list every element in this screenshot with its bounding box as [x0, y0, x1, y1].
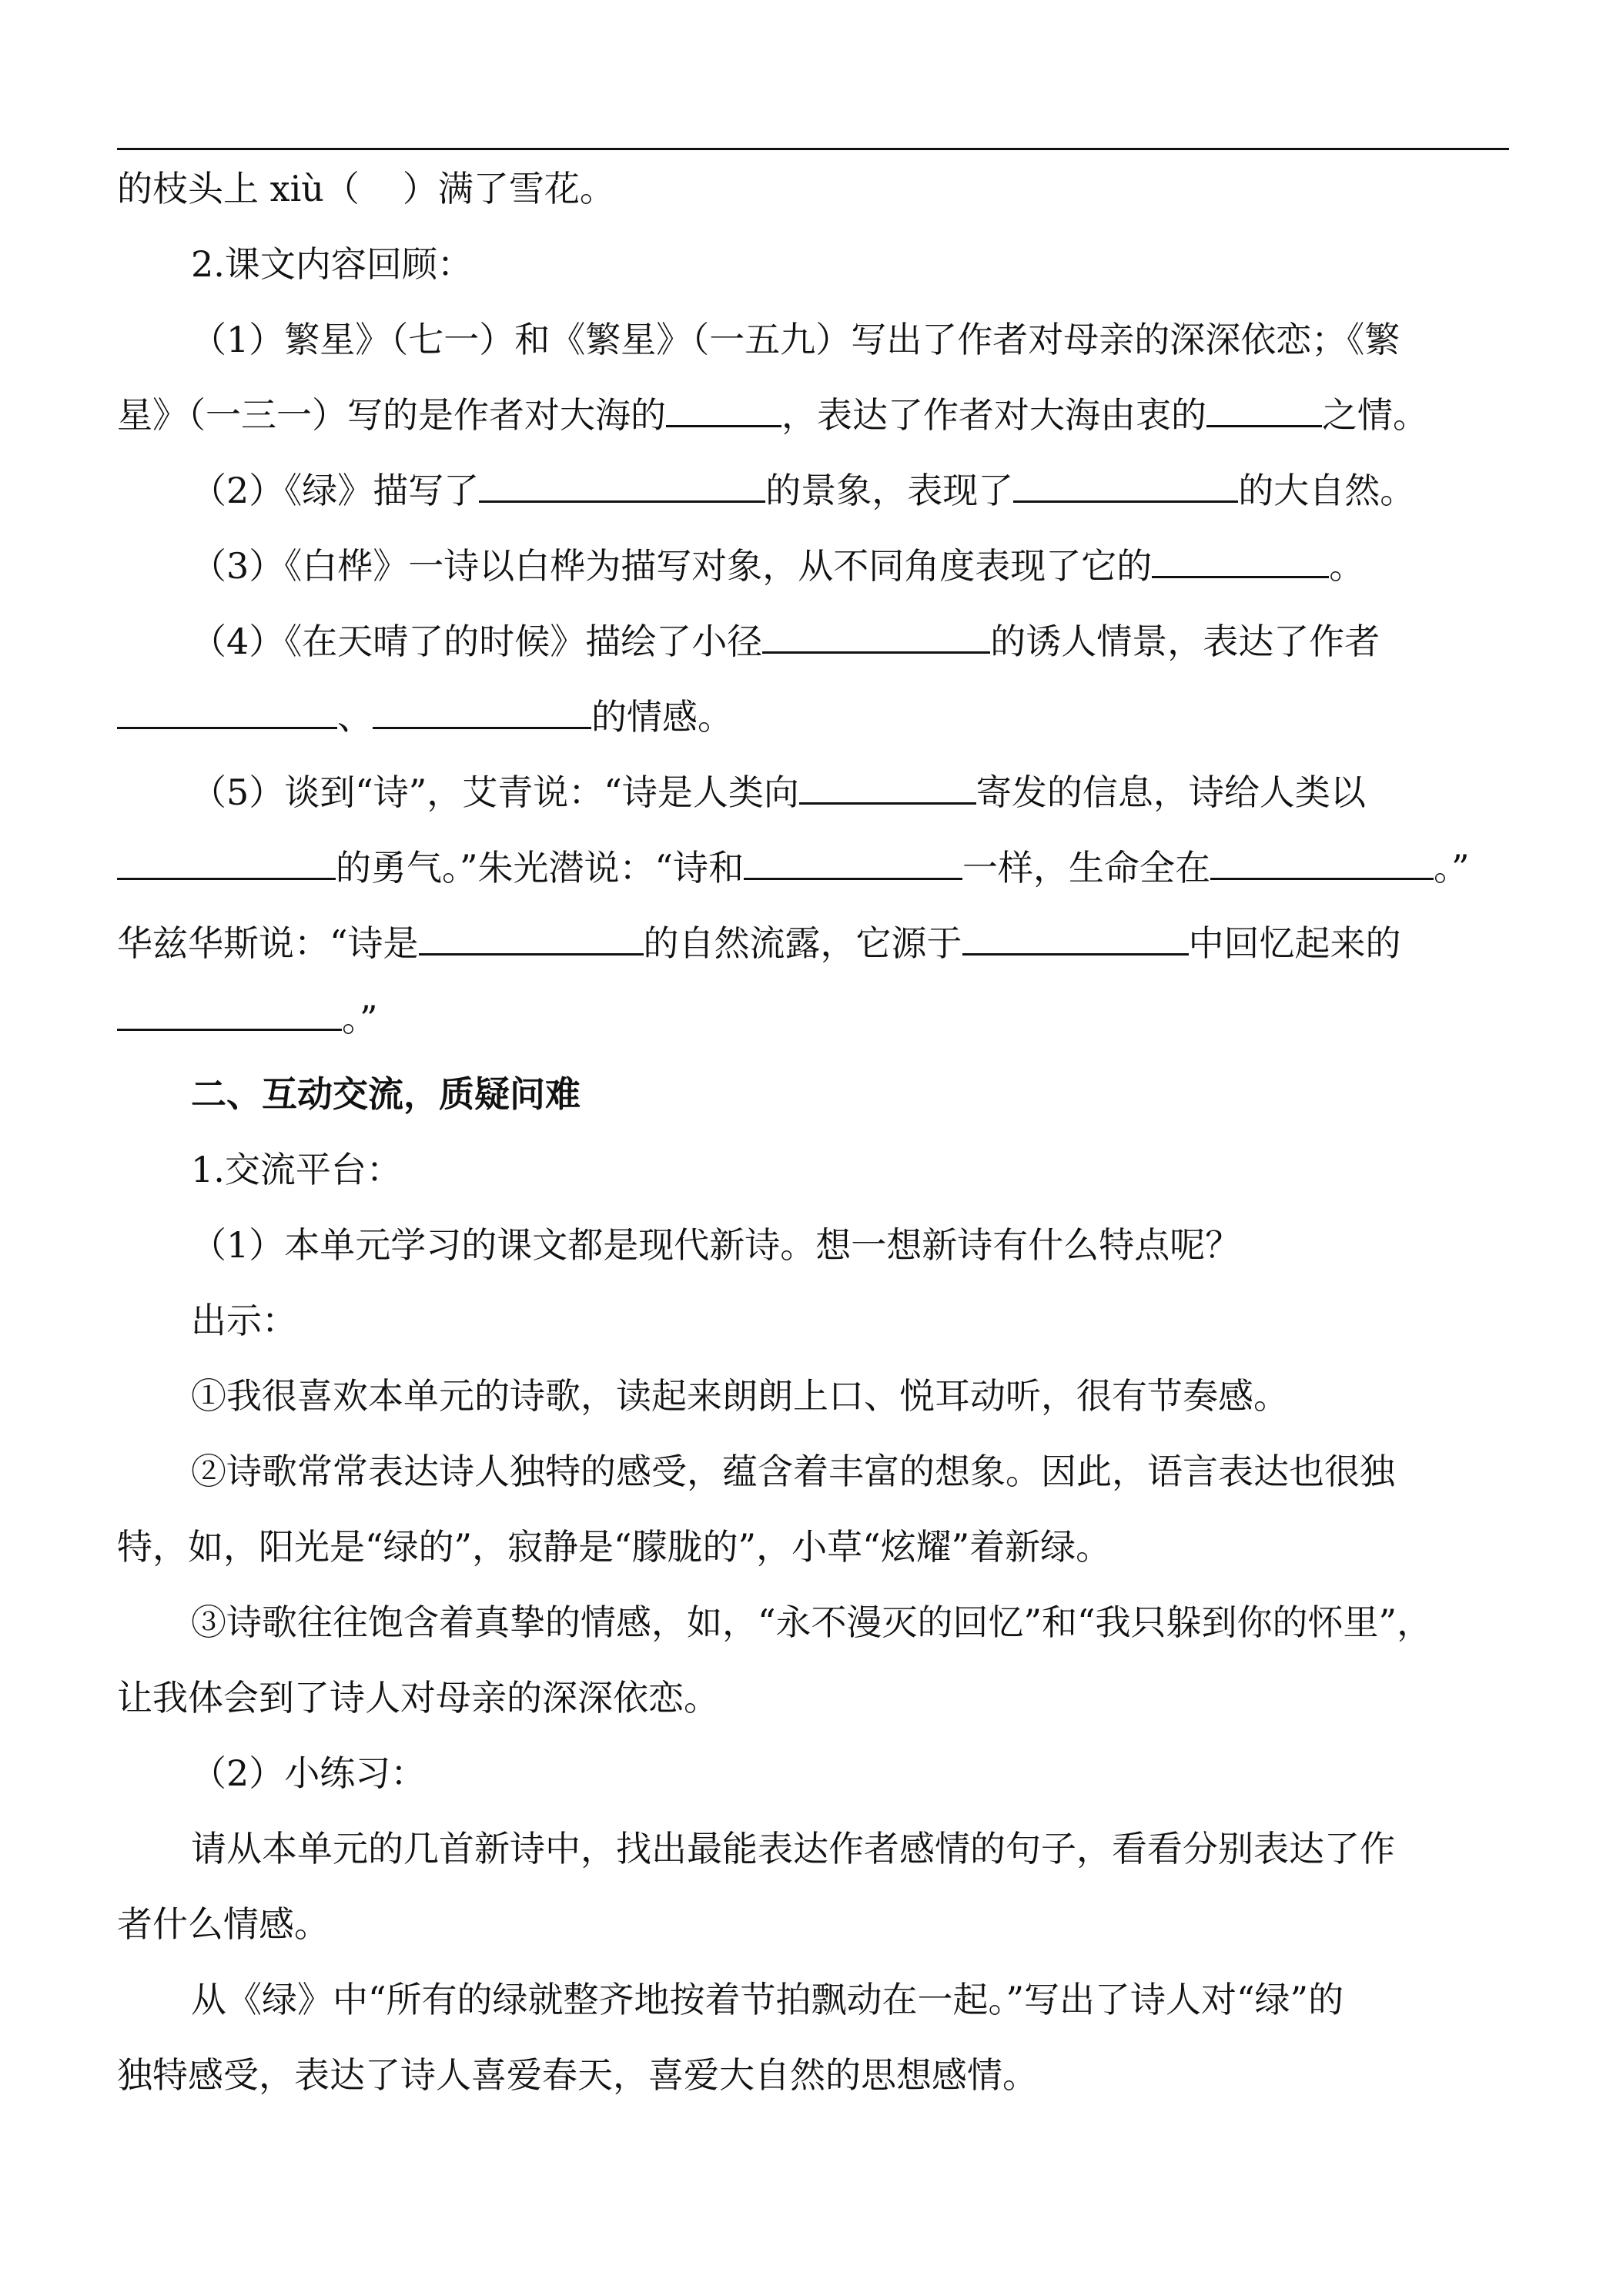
answer-blank[interactable]	[1210, 847, 1434, 880]
text: 出示：	[191, 1300, 297, 1341]
subheading-2	[117, 1735, 1509, 1811]
text: 从《绿》中“所有的绿就整齐地按着节拍飘动在一起。”写出了诗人对“绿”的	[191, 1979, 1344, 2020]
text: 。	[1329, 545, 1365, 587]
answer-blank[interactable]	[117, 847, 336, 880]
answer-blank[interactable]	[744, 847, 962, 880]
text: （2）小练习：	[191, 1752, 427, 1794]
text: 。”	[342, 998, 378, 1039]
answer-blank[interactable]	[962, 922, 1189, 956]
document-body	[117, 151, 1509, 2113]
text: （3）《白桦》一诗以白桦为描写对象，从不同角度表现了它的	[191, 545, 1153, 587]
text: （2）《绿》描写了	[191, 470, 480, 511]
answer-blank[interactable]	[762, 621, 990, 654]
text: 中回忆起来的	[1188, 922, 1401, 964]
text: 的枝头上 xiù（	[117, 168, 360, 209]
answer-blank[interactable]	[666, 394, 781, 427]
text: 者什么情感。	[117, 1903, 330, 1945]
answer-blank[interactable]	[419, 922, 644, 956]
answer-blank[interactable]	[479, 470, 765, 503]
paragraph	[117, 1585, 1509, 1735]
text: 独特感受，表达了诗人喜爱春天，喜爱大自然的思想感情。	[117, 2054, 1038, 2096]
text: 让我体会到了诗人对母亲的深深依恋。	[117, 1677, 719, 1719]
subheading-1	[117, 1132, 1509, 1207]
answer-blank[interactable]	[1152, 545, 1329, 578]
answer-blank[interactable]	[1206, 394, 1322, 427]
text: 二、互动交流，质疑问难	[191, 1073, 581, 1115]
text: （1）繁星》（七一）和《繁星》（一五九）写出了作者对母亲的深深依恋；《繁	[191, 319, 1400, 360]
text: 的情感。	[591, 696, 733, 738]
text: 请从本单元的几首新诗中，找出最能表达作者感情的句子，看看分别表达了作	[191, 1828, 1395, 1869]
text: 寄发的信息，诗给人类以	[975, 771, 1366, 813]
section-heading	[117, 226, 1509, 302]
answer-blank[interactable]	[799, 771, 976, 805]
text: 的大自然。	[1238, 470, 1416, 511]
answer-blank[interactable]	[117, 998, 342, 1031]
question-3	[117, 528, 1509, 604]
paragraph	[117, 1207, 1509, 1283]
question-1	[117, 302, 1509, 453]
paragraph	[117, 1811, 1509, 1962]
text: 的诱人情景，表达了作者	[990, 621, 1380, 662]
text: 之情。	[1322, 394, 1428, 436]
text: 特，如，阳光是“绿的”，寂静是“朦胧的”，小草“炫耀”着新绿。	[117, 1526, 1112, 1568]
text: ③诗歌往往饱含着真挚的情感，如，“永不漫灭的回忆”和“我只躲到你的怀里”，	[191, 1602, 1433, 1643]
header-rule	[117, 148, 1509, 150]
answer-blank[interactable]	[117, 696, 337, 729]
text: 、	[337, 696, 373, 738]
question-5	[117, 755, 1509, 1056]
text: 的勇气。”朱光潜说：“诗和	[336, 847, 745, 889]
text: 2.课文内容回顾：	[191, 243, 473, 285]
answer-blank[interactable]	[373, 696, 591, 729]
text: ，表达了作者对大海由衷的	[781, 394, 1206, 436]
text: 的景象，表现了	[765, 470, 1014, 511]
text: 星》（一三一）写的是作者对大海的	[117, 394, 666, 436]
question-2	[117, 453, 1509, 528]
part-two-heading	[117, 1056, 1509, 1132]
question-1-line-2	[117, 377, 1509, 453]
text: （1）本单元学习的课文都是现代新诗。想一想新诗有什么特点呢？	[191, 1224, 1241, 1266]
text: 1.交流平台：	[191, 1149, 402, 1190]
text: ①我很喜欢本单元的诗歌，读起来朗朗上口、悦耳动听，很有节奏感。	[191, 1375, 1289, 1417]
text: 的自然流露，它源于	[643, 922, 962, 964]
text: （5）谈到“诗”，艾青说：“诗是人类向	[191, 771, 799, 813]
answer-blank[interactable]	[1013, 470, 1238, 503]
paragraph	[117, 1962, 1509, 2113]
text: ②诗歌常常表达诗人独特的感受，蕴含着丰富的想象。因此，语言表达也很独	[191, 1451, 1395, 1492]
pinyin-fill-line	[117, 151, 1509, 226]
text: 华兹华斯说：“诗是	[117, 922, 419, 964]
paragraph	[117, 1434, 1509, 1585]
paragraph	[117, 1358, 1509, 1434]
question-4	[117, 604, 1509, 755]
text: ）满了雪花。	[402, 168, 615, 209]
paragraph	[117, 1283, 1509, 1358]
text: 一样，生命全在	[962, 847, 1211, 889]
text: （4）《在天晴了的时候》描绘了小径	[191, 621, 763, 662]
text: 。”	[1434, 847, 1470, 889]
